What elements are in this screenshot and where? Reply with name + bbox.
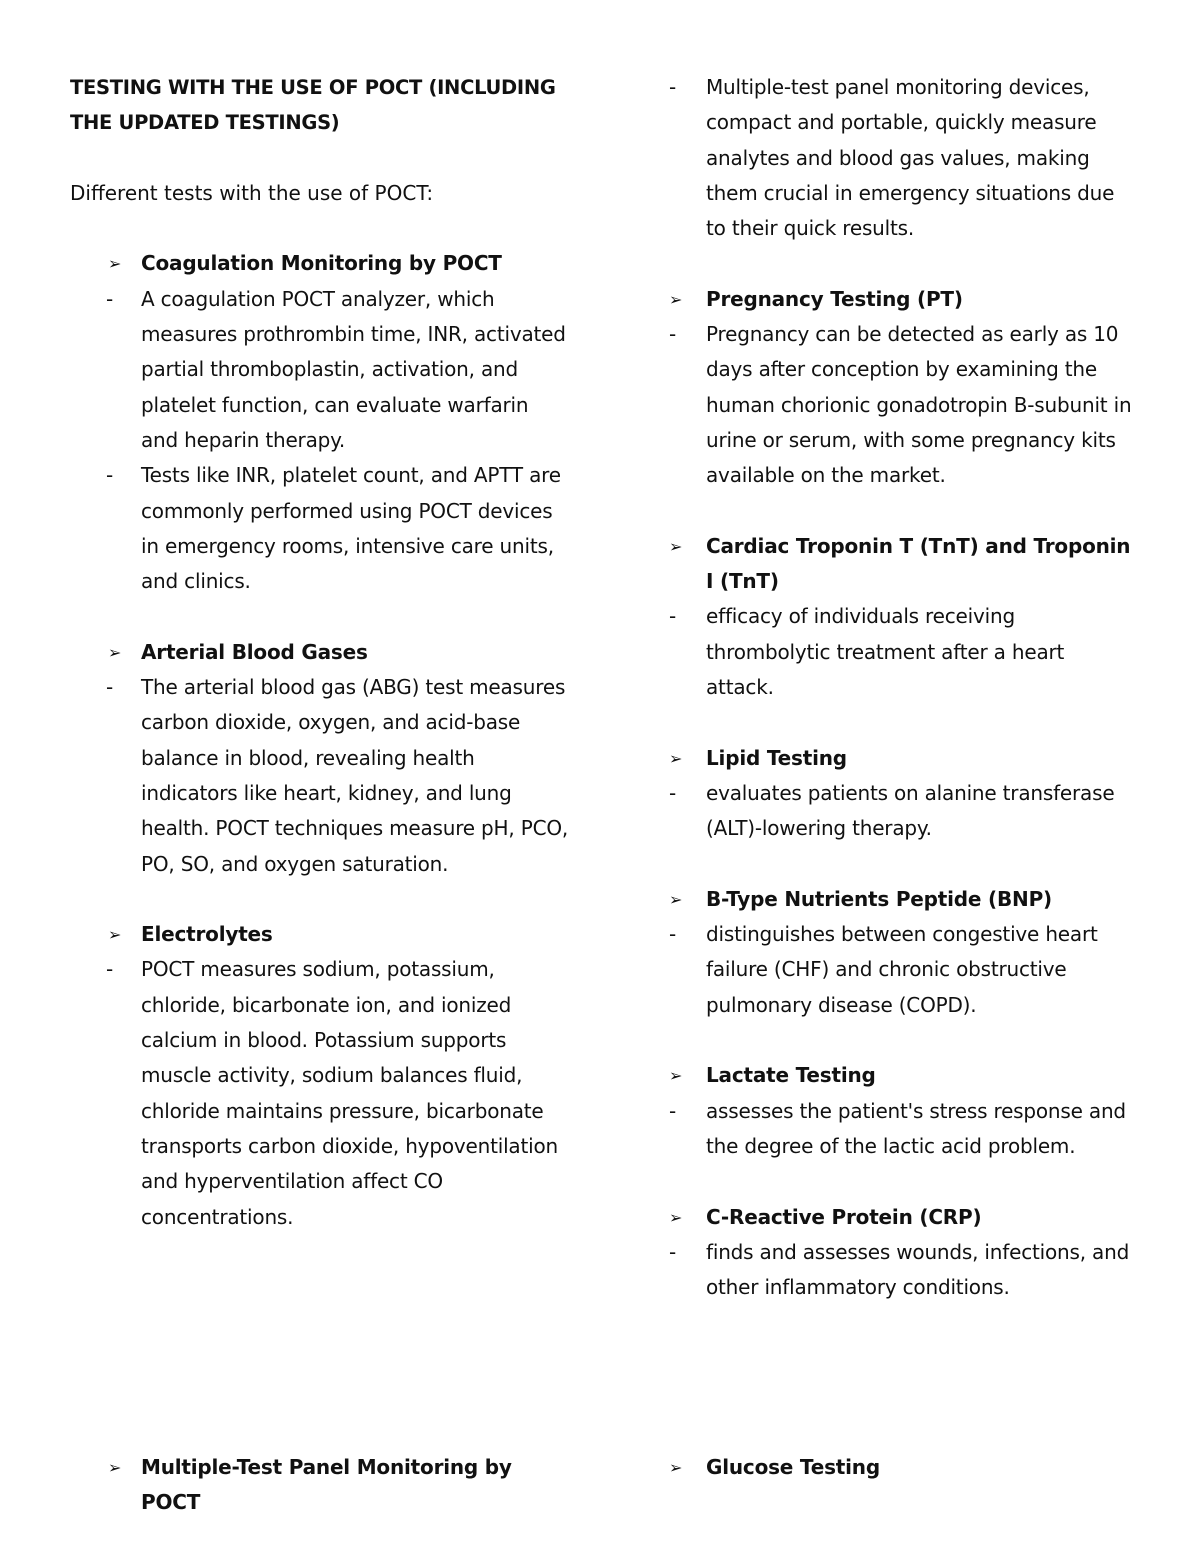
list-item	[668, 917, 1138, 1023]
section-heading	[668, 741, 1138, 776]
section-heading	[668, 1200, 1138, 1235]
section-lactate-testing	[668, 1058, 1138, 1164]
section-electrolytes	[70, 917, 570, 1235]
section-heading	[668, 282, 1138, 317]
item-text: distinguishes between congestive heart failure (CHF) and chronic obstructive pulmonary disease (COPD).	[706, 922, 1098, 1017]
dash-bullet-icon: -	[669, 75, 677, 99]
heading-text: Lactate Testing	[706, 1063, 876, 1088]
list-item	[668, 70, 1138, 246]
heading-text: Multiple-Test Panel Monitoring by POCT	[141, 1455, 512, 1515]
heading-text: C-Reactive Protein (CRP)	[706, 1204, 982, 1229]
item-text: Pregnancy can be detected as early as 10 days after conception by examining the human chorionic gonadotropin B-subunit in urine or serum, with some pregnancy kits available on the market.	[706, 322, 1132, 488]
arrow-bullet-icon: ➢	[669, 748, 683, 768]
section-heading	[668, 529, 1138, 600]
item-text: Tests like INR, platelet count, and APTT are commonly performed using POCT devices in emergency rooms, intensive care units, and clinics.	[141, 463, 561, 594]
left-column	[70, 70, 570, 1235]
item-text: efficacy of individuals receiving thrombolytic treatment after a heart attack.	[706, 604, 1065, 700]
document-title: TESTING WITH THE USE OF POCT (INCLUDING THE UPDATED TESTINGS)	[70, 76, 556, 135]
section-heading	[70, 246, 570, 281]
section-lipid-testing	[668, 741, 1138, 847]
dash-bullet-icon: -	[669, 1098, 677, 1123]
bottom-left-section	[70, 1450, 570, 1521]
section-bnp	[668, 882, 1138, 1023]
arrow-bullet-icon: ➢	[108, 642, 122, 662]
section-heading	[70, 635, 570, 670]
list-item	[668, 776, 1138, 847]
arrow-bullet-icon: ➢	[669, 289, 683, 309]
list-item	[70, 458, 570, 599]
dash-bullet-icon: -	[669, 322, 677, 347]
arrow-bullet-icon: ➢	[669, 536, 683, 556]
spacer	[668, 1023, 1138, 1058]
arrow-bullet-icon: ➢	[669, 1458, 683, 1477]
section-heading	[70, 917, 570, 952]
arrow-bullet-icon: ➢	[108, 1458, 122, 1477]
section-arterial-blood-gases	[70, 635, 570, 882]
list-item	[668, 599, 1138, 705]
list-item	[70, 282, 570, 458]
spacer	[70, 882, 570, 917]
item-text: finds and assesses wounds, infections, and other inflammatory conditions.	[706, 1239, 1130, 1300]
list-item	[70, 952, 570, 1234]
list-item	[668, 1235, 1138, 1306]
section-heading	[668, 1058, 1138, 1093]
spacer	[668, 246, 1138, 281]
item-text: The arterial blood gas (ABG) test measures carbon dioxide, oxygen, and acid-base balance in blood, revealing health indicators like heart, kidney, and lung health. POCT techniques measure pH, PCO, PO, SO, and oxygen saturation.	[141, 675, 569, 876]
arrow-bullet-icon: ➢	[669, 889, 683, 909]
right-column	[668, 70, 1138, 1305]
dash-bullet-icon: -	[669, 604, 677, 629]
arrow-bullet-icon: ➢	[669, 1207, 683, 1227]
heading-text: B-Type Nutrients Peptide (BNP)	[706, 886, 1052, 911]
arrow-bullet-icon: ➢	[669, 1066, 683, 1086]
section-heading	[70, 1450, 570, 1521]
list-item	[668, 317, 1138, 493]
dash-bullet-icon: -	[106, 957, 114, 982]
section-cardiac-troponin	[668, 529, 1138, 705]
item-text: Multiple-test panel monitoring devices, compact and portable, quickly measure analytes and blood gas values, making them crucial in emergency situations due to their quick results.	[706, 75, 1115, 241]
section-crp	[668, 1200, 1138, 1306]
spacer	[668, 847, 1138, 882]
section-heading	[668, 1450, 1138, 1485]
heading-text: Lipid Testing	[706, 745, 847, 770]
heading-text: Cardiac Troponin T (TnT) and Troponin I (TnT)	[706, 533, 1131, 594]
spacer	[668, 494, 1138, 529]
spacer	[668, 1164, 1138, 1199]
arrow-bullet-icon: ➢	[108, 925, 122, 945]
arrow-bullet-icon: ➢	[108, 254, 122, 274]
item-text: A coagulation POCT analyzer, which measures prothrombin time, INR, activated partial thromboplastin, activation, and platelet function, can evaluate warfarin and heparin therapy.	[141, 286, 566, 452]
dash-bullet-icon: -	[106, 675, 114, 700]
list-item	[668, 1094, 1138, 1165]
section-coagulation	[70, 246, 570, 599]
dash-bullet-icon: -	[106, 286, 114, 311]
item-text: POCT measures sodium, potassium, chloride, bicarbonate ion, and ionized calcium in blood. Potassium supports muscle activity, sodium balances fluid, chloride maintains pressure, bicarbonate transports carbon dioxide, hypoventilation and hyperventilation affect CO concentrations.	[141, 957, 558, 1229]
dash-bullet-icon: -	[669, 1239, 677, 1264]
section-heading	[668, 882, 1138, 917]
heading-text: Pregnancy Testing (PT)	[706, 286, 963, 311]
heading-text: Arterial Blood Gases	[141, 639, 368, 664]
list-item	[70, 670, 570, 882]
heading-text: Electrolytes	[141, 922, 273, 947]
item-text: evaluates patients on alanine transferase (ALT)-lowering therapy.	[706, 780, 1115, 841]
spacer	[70, 211, 570, 246]
bottom-right-section	[668, 1450, 1138, 1485]
spacer	[668, 705, 1138, 740]
spacer	[70, 599, 570, 634]
heading-text: Coagulation Monitoring by POCT	[141, 251, 502, 276]
dash-bullet-icon: -	[669, 780, 677, 805]
section-pregnancy-testing	[668, 282, 1138, 494]
intro-text: Different tests with the use of POCT:	[70, 180, 434, 205]
dash-bullet-icon: -	[106, 463, 114, 488]
heading-text: Glucose Testing	[706, 1455, 880, 1479]
item-text: assesses the patient's stress response and the degree of the lactic acid problem.	[706, 1098, 1126, 1158]
dash-bullet-icon: -	[669, 922, 677, 947]
